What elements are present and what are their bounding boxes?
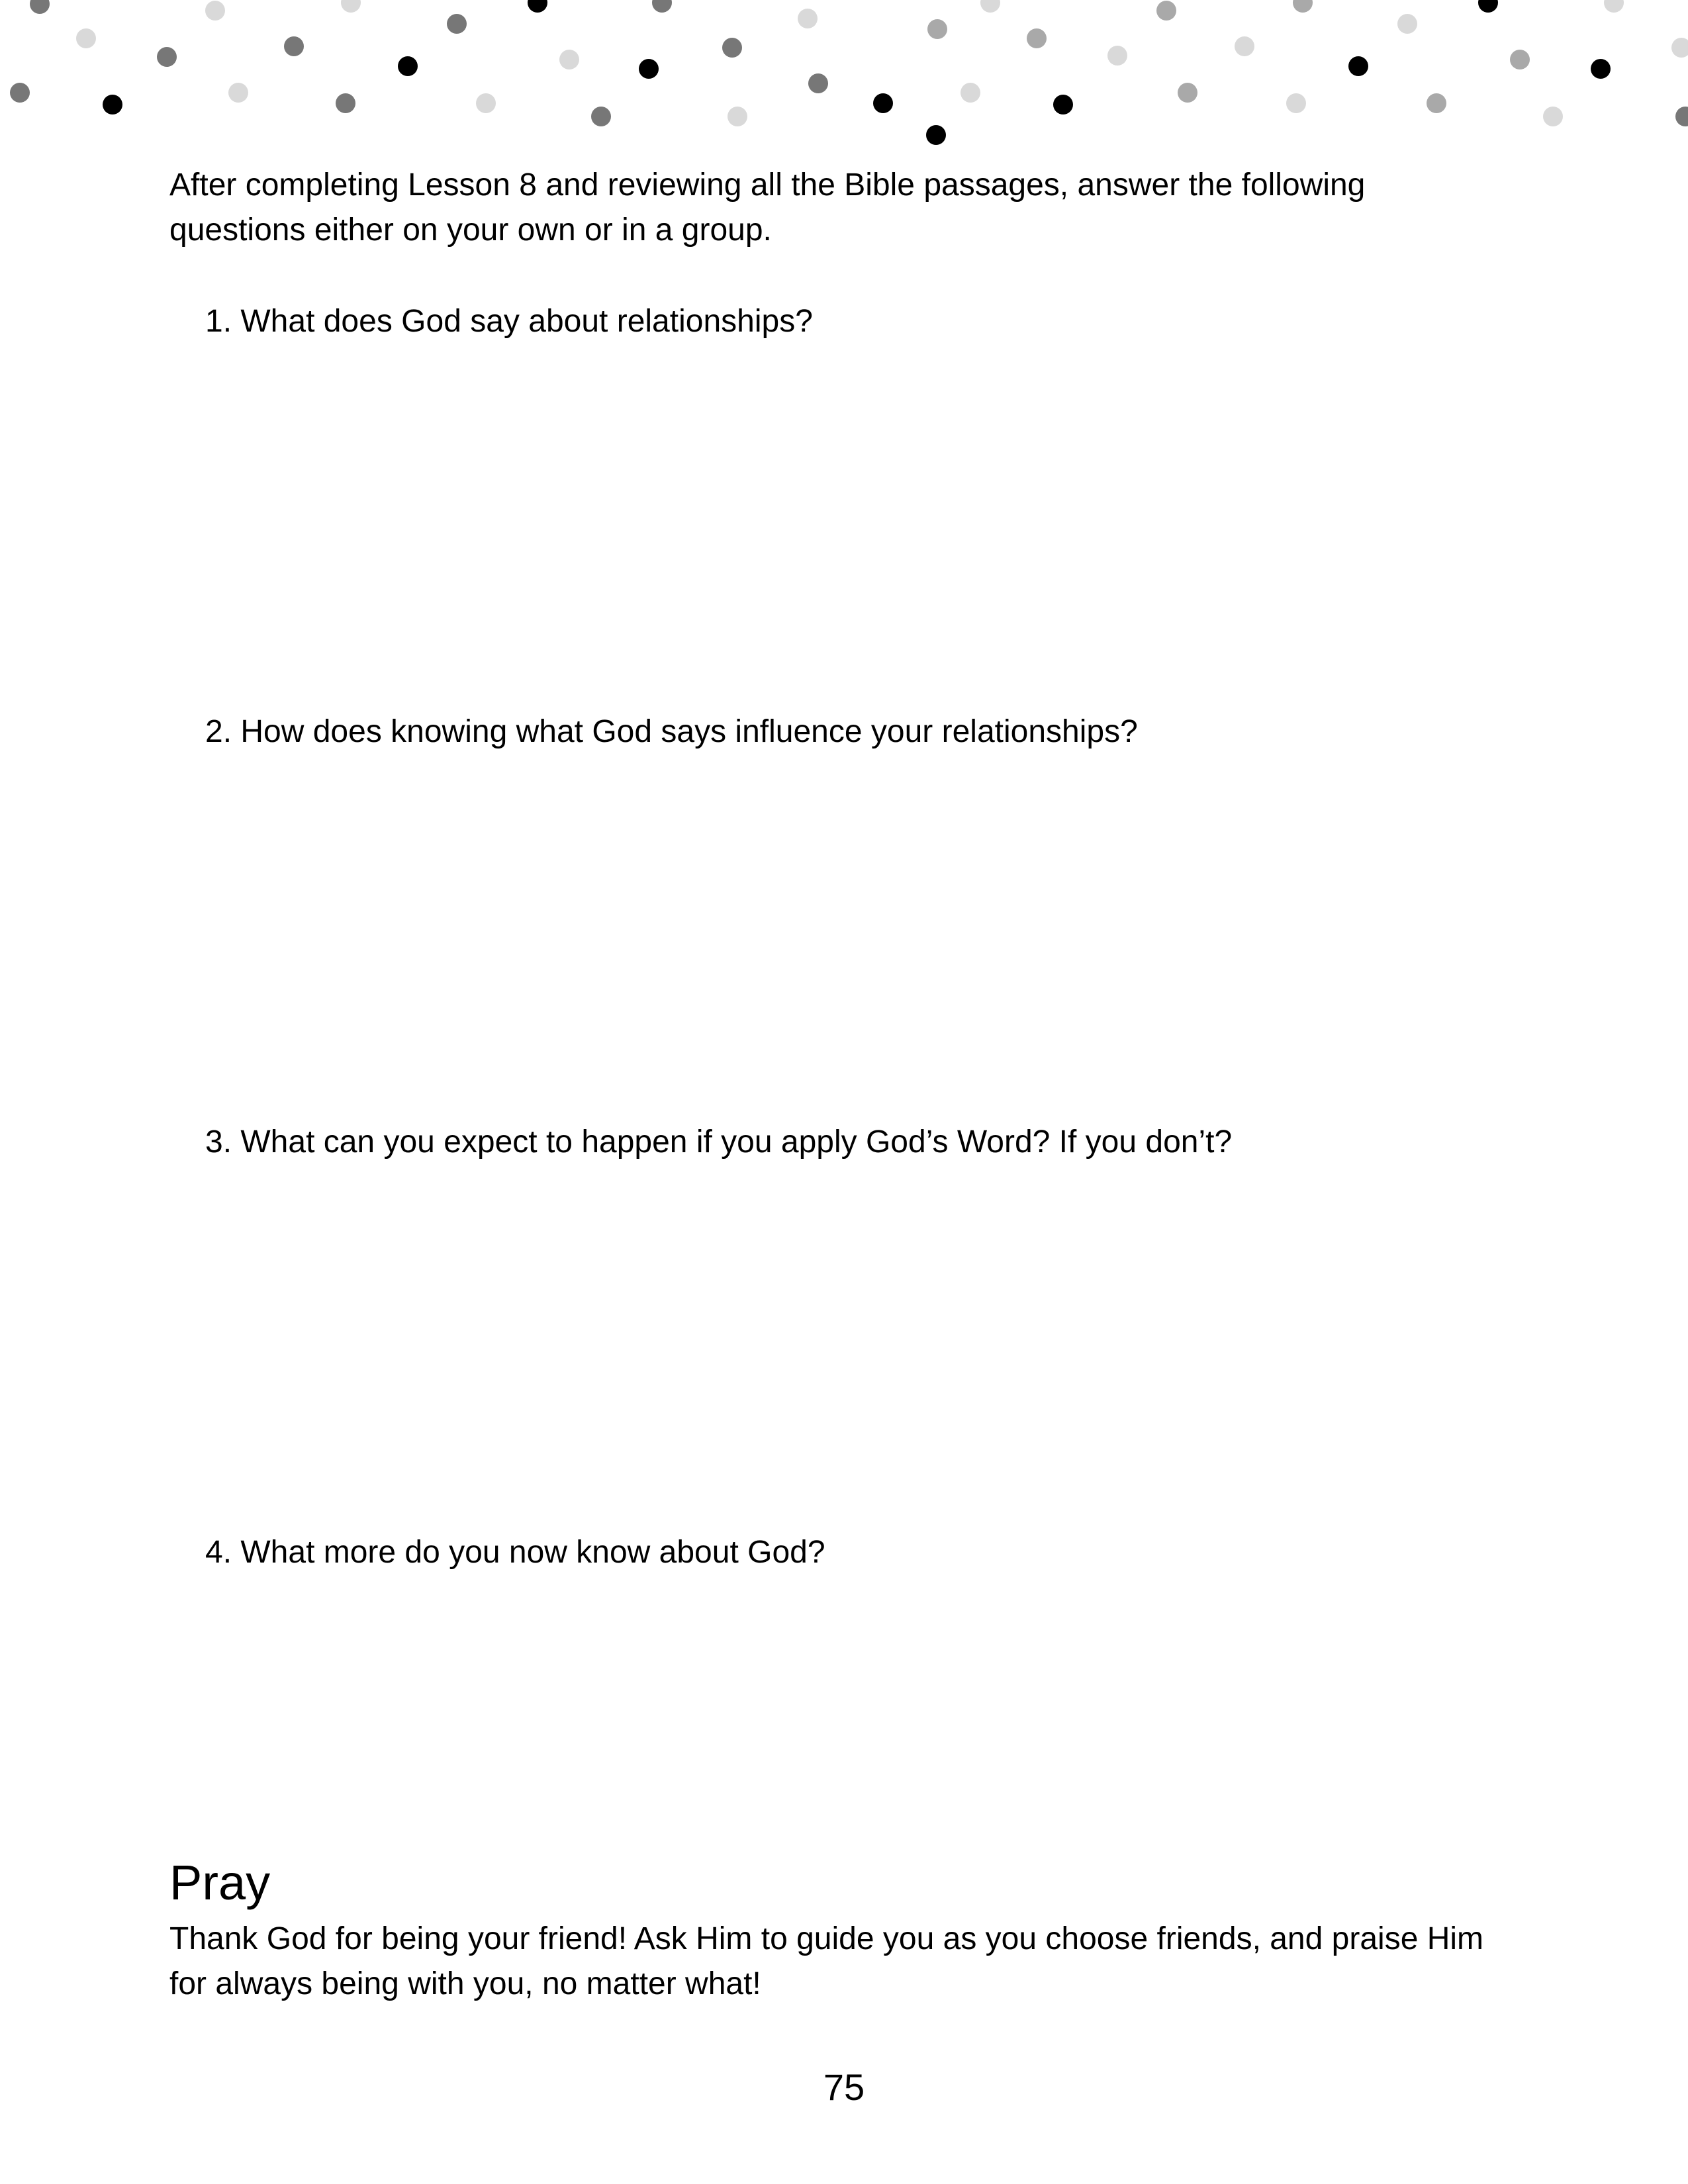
confetti-dot (284, 36, 304, 56)
confetti-dot (30, 0, 50, 14)
confetti-dot (722, 38, 742, 58)
confetti-dot (76, 28, 96, 48)
confetti-dot (1543, 107, 1563, 126)
confetti-dot (1675, 107, 1688, 126)
confetti-dot (926, 125, 946, 145)
confetti-dot (1591, 59, 1611, 79)
confetti-dot (1293, 0, 1313, 13)
confetti-dot (476, 93, 496, 113)
confetti-dot (591, 107, 611, 126)
confetti-dot (961, 83, 980, 103)
page-number: 75 (823, 2066, 865, 2108)
confetti-dot (1671, 38, 1688, 58)
question-4: 4. What more do you now know about God? (205, 1535, 825, 1570)
confetti-dot (1427, 93, 1446, 113)
confetti-dot (1027, 28, 1047, 48)
confetti-dot (10, 83, 30, 103)
confetti-dot (727, 107, 747, 126)
confetti-dot (205, 1, 225, 21)
confetti-dot (228, 83, 248, 103)
confetti-dot (1478, 0, 1498, 13)
confetti-dot (1178, 83, 1197, 103)
confetti-dot (1510, 50, 1530, 69)
confetti-dot (336, 93, 355, 113)
confetti-dot (103, 95, 122, 114)
confetti-dot (398, 56, 418, 76)
confetti-dot (341, 0, 361, 13)
confetti-dot (528, 0, 547, 13)
confetti-dot (447, 14, 467, 34)
confetti-dot (808, 73, 828, 93)
confetti-dot (927, 19, 947, 39)
confetti-dot (1348, 56, 1368, 76)
confetti-dot (1107, 46, 1127, 66)
confetti-dot (652, 0, 672, 13)
pray-heading: Pray (169, 1855, 271, 1910)
confetti-dot (1053, 95, 1073, 114)
confetti-dot-border (0, 0, 1688, 152)
pray-text: Thank God for being your friend! Ask Him to guide you as you choose friends, and praise Him for always being with you, no matter what! (169, 1921, 1484, 2001)
confetti-dot (1397, 14, 1417, 34)
confetti-dot (1156, 1, 1176, 21)
question-1: 1. What does God say about relationships? (205, 304, 813, 339)
confetti-dot (980, 0, 1000, 13)
confetti-dot (157, 47, 177, 67)
confetti-dot (1235, 36, 1254, 56)
confetti-dot (1604, 0, 1624, 13)
intro-paragraph: After completing Lesson 8 and reviewing all the Bible passages, answer the following questions either on your own or in a group. (169, 167, 1366, 248)
confetti-dot (1286, 93, 1306, 113)
question-2: 2. How does knowing what God says influence your relationships? (205, 714, 1138, 749)
confetti-dot (873, 93, 893, 113)
confetti-dot (798, 9, 818, 28)
question-3: 3. What can you expect to happen if you apply God’s Word? If you don’t? (205, 1124, 1233, 1160)
confetti-dot (559, 50, 579, 69)
confetti-dot (639, 59, 659, 79)
